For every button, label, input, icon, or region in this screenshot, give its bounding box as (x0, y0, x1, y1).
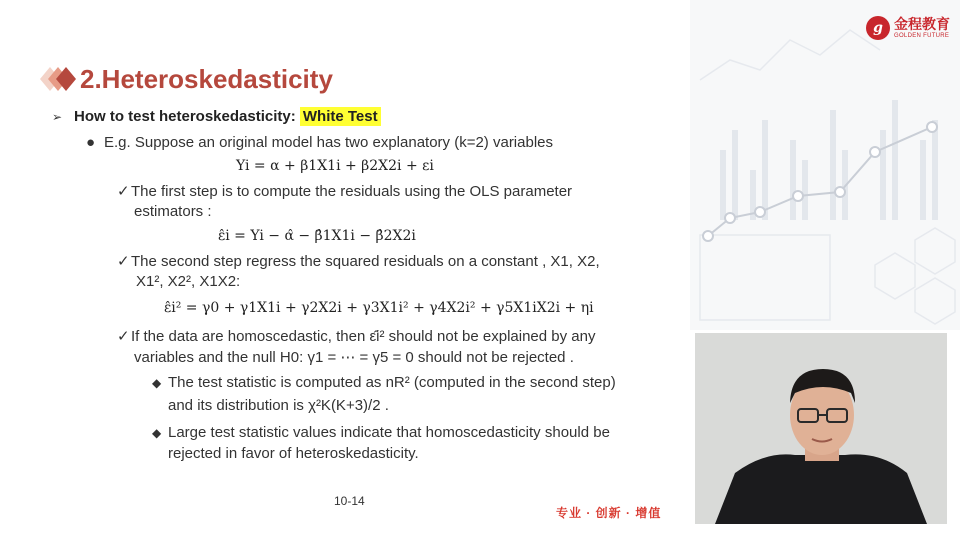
arrow-bullet-icon: ➢ (52, 110, 63, 124)
slide-title: 2.Heteroskedasticity (80, 64, 333, 94)
sub1-line1 (152, 374, 616, 391)
step2-line1 (117, 252, 600, 270)
heading-line (52, 108, 381, 125)
step1-line1 (117, 182, 572, 200)
decorative-background-graphic (690, 0, 960, 330)
title-diamond-icon (28, 62, 78, 96)
equation-original-model: Yi = α + β1X1i + β2X2i + εi (236, 158, 434, 174)
logo-english-text: GOLDEN FUTURE (894, 32, 950, 39)
step1-text1: The first step is to compute the residuals using the OLS parameter (131, 183, 573, 200)
sub2-line1 (152, 424, 610, 441)
sub2-line2: rejected in favor of heteroskedasticity. (168, 445, 419, 462)
check-icon: ✓ (117, 183, 130, 200)
sub1-text1: The test statistic is computed as nR² (computed in the second step) (168, 374, 616, 391)
step1-line2: estimators : (134, 203, 212, 220)
presenter-figure (695, 333, 947, 524)
diamond-bullet-icon: ◆ (152, 426, 162, 440)
example-text: E.g. Suppose an original model has two explanatory (k=2) variables (104, 134, 554, 151)
slogan: 专业 · 创新 · 增值 (556, 506, 662, 520)
diamond-bullet-icon: ◆ (152, 376, 162, 390)
logo-icon: g (866, 16, 890, 40)
equation-residuals: ε̂i = Yi − α̂ − β̂1X1i − β̂2X2i (218, 228, 416, 244)
dot-bullet-icon: ● (86, 134, 96, 151)
heading-highlight: White Test (300, 107, 381, 126)
equation-auxiliary-regression: ε̂i² = γ0 + γ1X1i + γ2X2i + γ3X1i² + γ4X2i² + γ5X1iX2i + ηi (164, 300, 594, 316)
page-number: 10-14 (334, 494, 365, 508)
check-icon: ✓ (117, 328, 130, 345)
company-logo (866, 16, 950, 40)
step3-text1: If the data are homoscedastic, then ε̂i² should not be explained by any (131, 328, 596, 345)
step2-text1: The second step regress the squared residuals on a constant , X1, X2, (131, 253, 600, 270)
step3-line2: variables and the null H0: γ1 = ⋯ = γ5 = 0 should not be rejected . (134, 349, 574, 366)
logo-chinese-text: 金程教育 (894, 16, 950, 33)
sub1-line2: and its distribution is χ²K(K+3)/2 . (168, 397, 389, 414)
sub2-text1: Large test statistic values indicate that homoscedasticity should be (168, 424, 610, 441)
example-line (86, 134, 553, 151)
step2-line2: X1², X2², X1X2: (136, 273, 241, 290)
check-icon: ✓ (117, 253, 130, 270)
presenter-video[interactable] (695, 333, 947, 524)
step3-line1 (117, 327, 595, 345)
heading-prefix: How to test heteroskedasticity: (74, 108, 300, 125)
